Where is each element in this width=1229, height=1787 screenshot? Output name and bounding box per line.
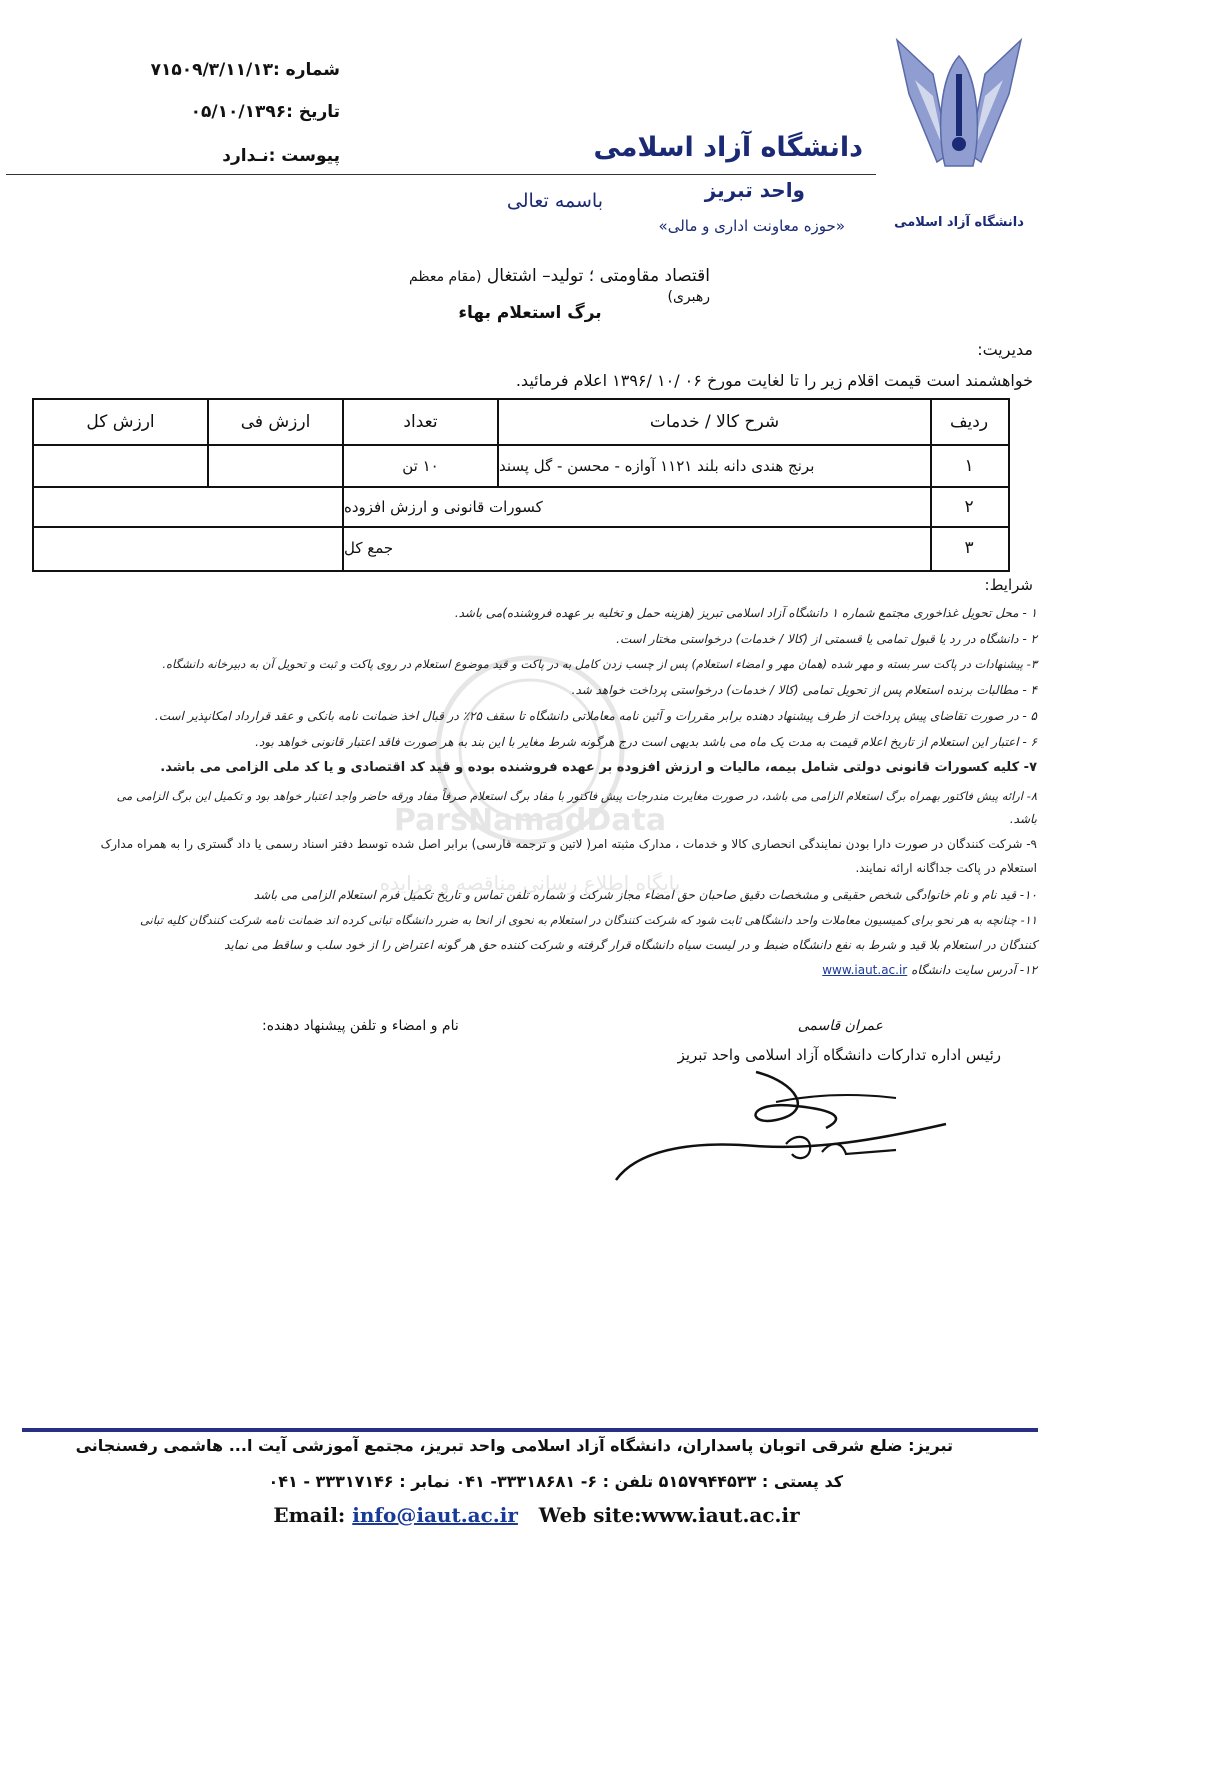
- condition-item: ۶ - اعتبار این استعلام از تاریخ اعلام قیمت به مدت یک ماه می باشد بدیهی است درج هرگونه شرط مغایر با این بند به هر صورت فاقد اعتبار قانونی خواهد بود.: [255, 735, 1037, 749]
- header-description: شرح کالا / خدمات: [649, 412, 780, 432]
- row-no: ۱: [964, 456, 974, 476]
- row-total[interactable]: [34, 528, 342, 568]
- condition-item: ۷- کلیه کسورات قانونی دولتی شامل بیمه، مالیات و ارزش افزوده بر عهده فروشنده بوده و قید کد اقتصادی و یا کد ملی الزامی می باشد.: [160, 760, 1037, 775]
- row-description: کسورات قانونی و ارزش افزوده: [344, 498, 543, 516]
- department-name: «حوزه معاونت اداری و مالی»: [658, 217, 845, 235]
- motto: [340, 266, 710, 306]
- motto-text: اقتصاد مقاومتی ؛ تولید– اشتغال: [486, 266, 710, 286]
- row-description: جمع کل: [344, 539, 394, 557]
- signatory-title: رئیس اداره تدارکات دانشگاه آزاد اسلامی واحد تبریز: [677, 1046, 1001, 1064]
- header-total: ارزش کل: [86, 412, 155, 432]
- website-text: Web site:www.iaut.ac.ir: [538, 1503, 800, 1527]
- condition-item: ۱۰- قید نام و نام خانوادگی شخص حقیقی و مشخصات دقیق صاحبان حق امضاء مجاز شرکت و شماره تلفن تماس و تاریخ تکمیل فرم استعلام الزامی می باشد: [253, 888, 1037, 902]
- condition-item: کنندگان در استعلام بلا قید و شرط به نفع دانشگاه ضبط و در لیست سیاه دانشگاه قرار گرفته و شرکت کننده حق هر گونه اعتراض را از خود سلب و ساقط می نماید: [224, 938, 1037, 952]
- motto-source: (مقام معظم رهبری): [409, 269, 710, 305]
- condition-item: ۹- شرکت کنندگان در صورت دارا بودن نمایندگی انحصاری کالا و خدمات ، مدارک مثبته امر( لاتین و ترجمه فارسی) برابر اصل شده توسط دفتر اسناد رسمی یا داد گستری را به همراه مدارک: [100, 837, 1037, 851]
- email-link[interactable]: info@iaut.ac.ir: [352, 1503, 518, 1527]
- condition-12-label: ۱۲- آدرس سایت دانشگاه: [911, 963, 1037, 977]
- watermark-caption: پایگاه اطلاع رسانی مناقصه و مزایده: [379, 871, 681, 895]
- email-label: Email:: [273, 1503, 346, 1527]
- price-inquiry-table: [32, 398, 1010, 572]
- condition-item: ۲ - دانشگاه در رد یا قبول تمامی یا قسمتی از (کالا / خدمات) درخواستی مختار است.: [616, 632, 1037, 646]
- condition-item-12: [808, 963, 1037, 977]
- condition-item: ۳- پیشنهادات در پاکت سر بسته و مهر شده (همان مهر و امضاء استعلام) پس از چسب زدن کامل به در پاکت و قید موضوع استعلام در روی پاکت و ثبت و تحویل آن به دبیرخانه دانشگاه.: [162, 657, 1037, 671]
- header-quantity: تعداد: [403, 412, 438, 432]
- header-row-no: ردیف: [949, 412, 989, 432]
- branch-name: واحد تبریز: [704, 178, 805, 202]
- condition-item: استعلام در پاکت جداگانه ارائه نمایند.: [855, 861, 1037, 875]
- footer-divider: [22, 1428, 1038, 1432]
- condition-item: ۵ - در صورت تقاضای پیش پرداخت از طرف پیشنهاد دهنده برابر مقررات و آئین نامه معاملاتی دانشگاه تا سقف ۲۵٪ در قبال اخذ ضمانت نامه بانکی و عقد قرارداد امکانپذیر است.: [154, 709, 1037, 723]
- row-total[interactable]: [34, 446, 207, 486]
- header-unit-price: ارزش فی: [240, 412, 311, 432]
- form-title: برگ استعلام بهاء: [458, 303, 602, 323]
- letter-date: تاریخ :۰۵/۱۰/۱۳۹۶: [190, 102, 340, 122]
- footer-address: تبریز: ضلع شرقی اتوبان پاسداران، دانشگاه آزاد اسلامی واحد تبریز، مجتمع آموزشی آیت ا... هاشمی رفسنجانی: [75, 1436, 953, 1455]
- letter-attachment: پیوست :نـدارد: [222, 146, 340, 166]
- logo-caption: دانشگاه آزاد اسلامی: [894, 215, 1024, 230]
- bidder-signature-label: نام و امضاء و تلفن پیشنهاد دهنده:: [262, 1018, 459, 1034]
- row-unit-price[interactable]: [209, 446, 342, 486]
- letter-number: شماره :۷۱۵۰۹/۳/۱۱/۱۳: [150, 60, 340, 80]
- watermark-brand: ParsNamadData: [393, 803, 667, 838]
- condition-item: ۱۱- چنانچه به هر نحو برای کمیسیون معاملات واحد دانشگاهی ثابت شود که شرکت کنندگان در استعلام به نحوی از انحا به ضرر دانشگاه تبانی کرده اند ضمانت نامه شرکت کنندگان کلیه تبانی: [139, 913, 1037, 927]
- condition-item: ۱ - محل تحویل غذاخوری مجتمع شماره ۱ دانشگاه آزاد اسلامی تبریز (هزینه حمل و تخلیه بر عهده فروشنده)می باشد.: [454, 606, 1037, 620]
- university-website-link[interactable]: www.iaut.ac.ir: [822, 963, 908, 977]
- conditions-title: شرایط:: [984, 576, 1033, 594]
- condition-item: ۴ - مطالبات برنده استعلام پس از تحویل تمامی (کالا / خدمات) درخواستی پرداخت خواهد شد.: [571, 683, 1037, 697]
- row-no: ۳: [964, 538, 974, 558]
- handwritten-signature: [596, 1062, 956, 1192]
- management-salutation: مدیریت:: [977, 340, 1033, 359]
- condition-item: ۸- ارائه پیش فاکتور بهمراه برگ استعلام الزامی می باشد، در صورت مغایرت مندرجات پیش فاکتور با مفاد برگ استعلام صرفاً مفاد ورقه حاضر واجد اعتبار خواهد بود و تکمیل این برگ الزامی می: [116, 789, 1037, 803]
- university-name: دانشگاه آزاد اسلامی: [593, 132, 863, 163]
- row-no: ۲: [964, 497, 974, 517]
- row-description: برنج هندی دانه بلند ۱۱۲۱ آوازه - محسن - گل پسند: [499, 457, 815, 475]
- row-quantity: ۱۰ تن: [402, 457, 439, 475]
- row-total[interactable]: [34, 488, 342, 526]
- request-text: خواهشمند است قیمت اقلام زیر را تا لغایت مورخ ۰۶ /۱۰ /۱۳۹۶ اعلام فرمائید.: [515, 371, 1033, 390]
- condition-item: باشد.: [1009, 812, 1037, 826]
- footer-web: [0, 1503, 1073, 1527]
- signatory-name: عمران قاسمی: [797, 1018, 883, 1034]
- footer-contact: کد پستی : ۵۱۵۷۹۴۴۵۳۳ تلفن : ۶- ۳۳۳۱۸۶۸۱- ۰۴۱ نمابر : ۳۳۳۱۷۱۴۶ - ۰۴۱: [268, 1472, 843, 1491]
- university-logo: [893, 34, 1025, 234]
- header-divider: [6, 174, 876, 175]
- basmala: باسمه تعالی: [506, 190, 603, 212]
